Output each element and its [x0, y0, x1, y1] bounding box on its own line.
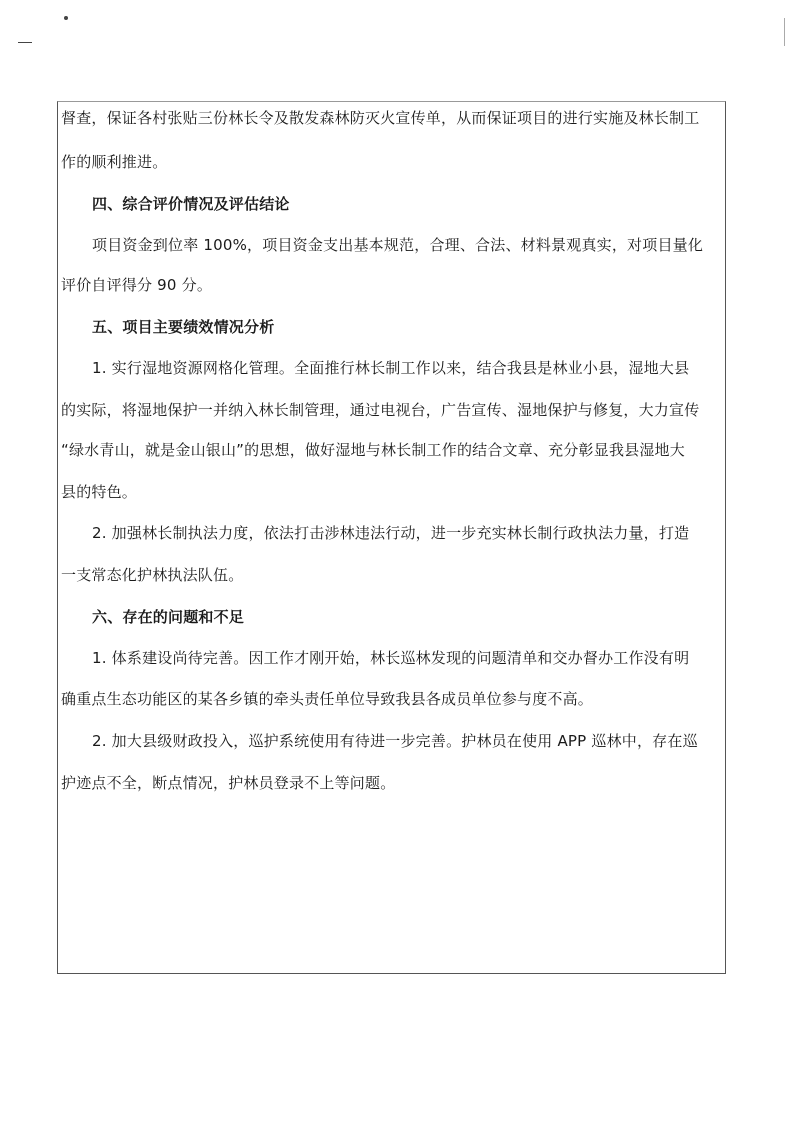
paragraph-line: “绿水青山，就是金山银山”的思想，做好湿地与林长制工作的结合文章、充分彰显我县湿地大 [61, 441, 685, 459]
paragraph-line: 2. 加大县级财政投入，巡护系统使用有待进一步完善。护林员在使用 APP 巡林中，存在巡 [92, 732, 698, 750]
paragraph-line: 作的顺利推进。 [61, 153, 168, 171]
section-heading-6: 六、存在的问题和不足 [92, 608, 245, 626]
paragraph-line: 督查，保证各村张贴三份林长令及散发森林防灭火宣传单，从而保证项目的进行实施及林长制工 [61, 109, 700, 127]
scan-speck [18, 42, 32, 43]
paragraph-line: 一支常态化护林执法队伍。 [61, 566, 244, 584]
paragraph-line: 护迹点不全，断点情况，护林员登录不上等问题。 [61, 774, 396, 792]
paragraph-line: 1. 体系建设尚待完善。因工作才刚开始，林长巡林发现的问题清单和交办督办工作没有明 [92, 649, 690, 667]
paragraph-line: 2. 加强林长制执法力度，依法打击涉林违法行动，进一步充实林长制行政执法力量，打造 [92, 524, 690, 542]
paragraph-line: 项目资金到位率 100%，项目资金支出基本规范，合理、合法、材料景观真实，对项目量化 [92, 236, 704, 254]
paragraph-line: 1. 实行湿地资源网格化管理。全面推行林长制工作以来，结合我县是林业小县，湿地大县 [92, 359, 690, 377]
paragraph-line: 确重点生态功能区的某各乡镇的牵头责任单位导致我县各成员单位参与度不高。 [61, 690, 594, 708]
paragraph-line: 县的特色。 [61, 483, 138, 501]
paragraph-line: 评价自评得分 90 分。 [61, 276, 213, 294]
scan-speck [64, 16, 68, 20]
paragraph-line: 的实际，将湿地保护一并纳入林长制管理，通过电视台，广告宣传、湿地保护与修复，大力宣传 [61, 401, 700, 419]
section-heading-4: 四、综合评价情况及评估结论 [92, 195, 290, 213]
scan-edge [784, 18, 785, 46]
section-heading-5: 五、项目主要绩效情况分析 [92, 318, 275, 336]
